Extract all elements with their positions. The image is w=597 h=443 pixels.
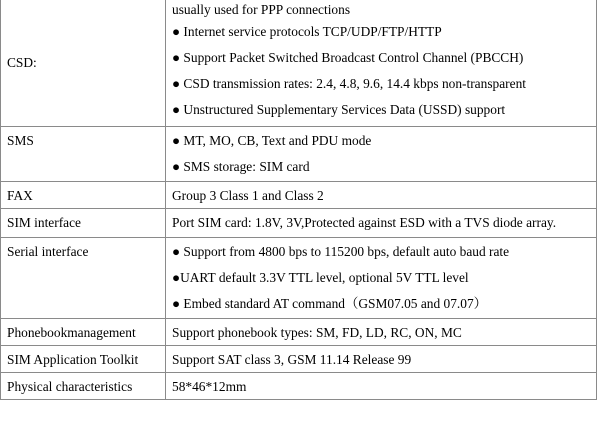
row-label [1, 127, 166, 182]
value-line: ● Internet service protocols TCP/UDP/FTP/HTTP [172, 24, 442, 39]
row-label [1, 0, 166, 127]
row-label-text: CSD: [7, 54, 37, 70]
table-row [1, 346, 597, 373]
row-label-text: Serial interface [7, 244, 89, 259]
value-line: ● MT, MO, CB, Text and PDU mode [172, 133, 372, 148]
value-line: Support phonebook types: SM, FD, LD, RC, ON, MC [172, 325, 462, 340]
value-line: ● CSD transmission rates: 2.4, 4.8, 9.6, 14.4 kbps non-transparent [172, 76, 526, 91]
row-label [1, 373, 166, 400]
row-label-text: SMS [7, 133, 34, 148]
row-value [166, 182, 597, 209]
row-label-text: SIM Application Toolkit [7, 352, 139, 367]
table-row [1, 209, 597, 238]
value-line: Support SAT class 3, GSM 11.14 Release 99 [172, 352, 412, 367]
row-value [166, 209, 597, 238]
row-value [166, 346, 597, 373]
row-value [166, 127, 597, 182]
table-row [1, 373, 597, 400]
value-line: ● Support from 4800 bps to 115200 bps, default auto baud rate [172, 244, 510, 259]
value-text: Port SIM card: 1.8V, 3V,Protected against ESD with a TVS diode array. [172, 215, 557, 230]
value-line: 58*46*12mm [172, 379, 247, 394]
row-value [166, 0, 597, 127]
value-line: ● SMS storage: SIM card [172, 159, 310, 174]
table-row [1, 238, 597, 319]
value-line: Group 3 Class 1 and Class 2 [172, 188, 324, 203]
row-label-text: Physical characteristics [7, 379, 133, 394]
table-row [1, 182, 597, 209]
row-value [166, 373, 597, 400]
table-row [1, 127, 597, 182]
value-line: ● Unstructured Supplementary Services Data (USSD) support [172, 102, 506, 117]
row-value [166, 319, 597, 346]
row-label [1, 238, 166, 319]
row-label [1, 182, 166, 209]
value-line: ● Embed standard AT command（GSM07.05 and 07.07） [172, 296, 488, 311]
table-row [1, 319, 597, 346]
value-line: usually used for PPP connections [172, 2, 351, 17]
row-label-text: SIM interface [7, 215, 81, 230]
row-label [1, 346, 166, 373]
row-label-text: Phonebookmanagement [7, 325, 136, 340]
row-label [1, 319, 166, 346]
row-label [1, 209, 166, 238]
row-value [166, 238, 597, 319]
value-line: ●UART default 3.3V TTL level, optional 5V TTL level [172, 270, 469, 285]
value-line: ● Support Packet Switched Broadcast Control Channel (PBCCH) [172, 50, 524, 65]
row-label-text: FAX [7, 188, 33, 203]
table-row [1, 0, 597, 127]
